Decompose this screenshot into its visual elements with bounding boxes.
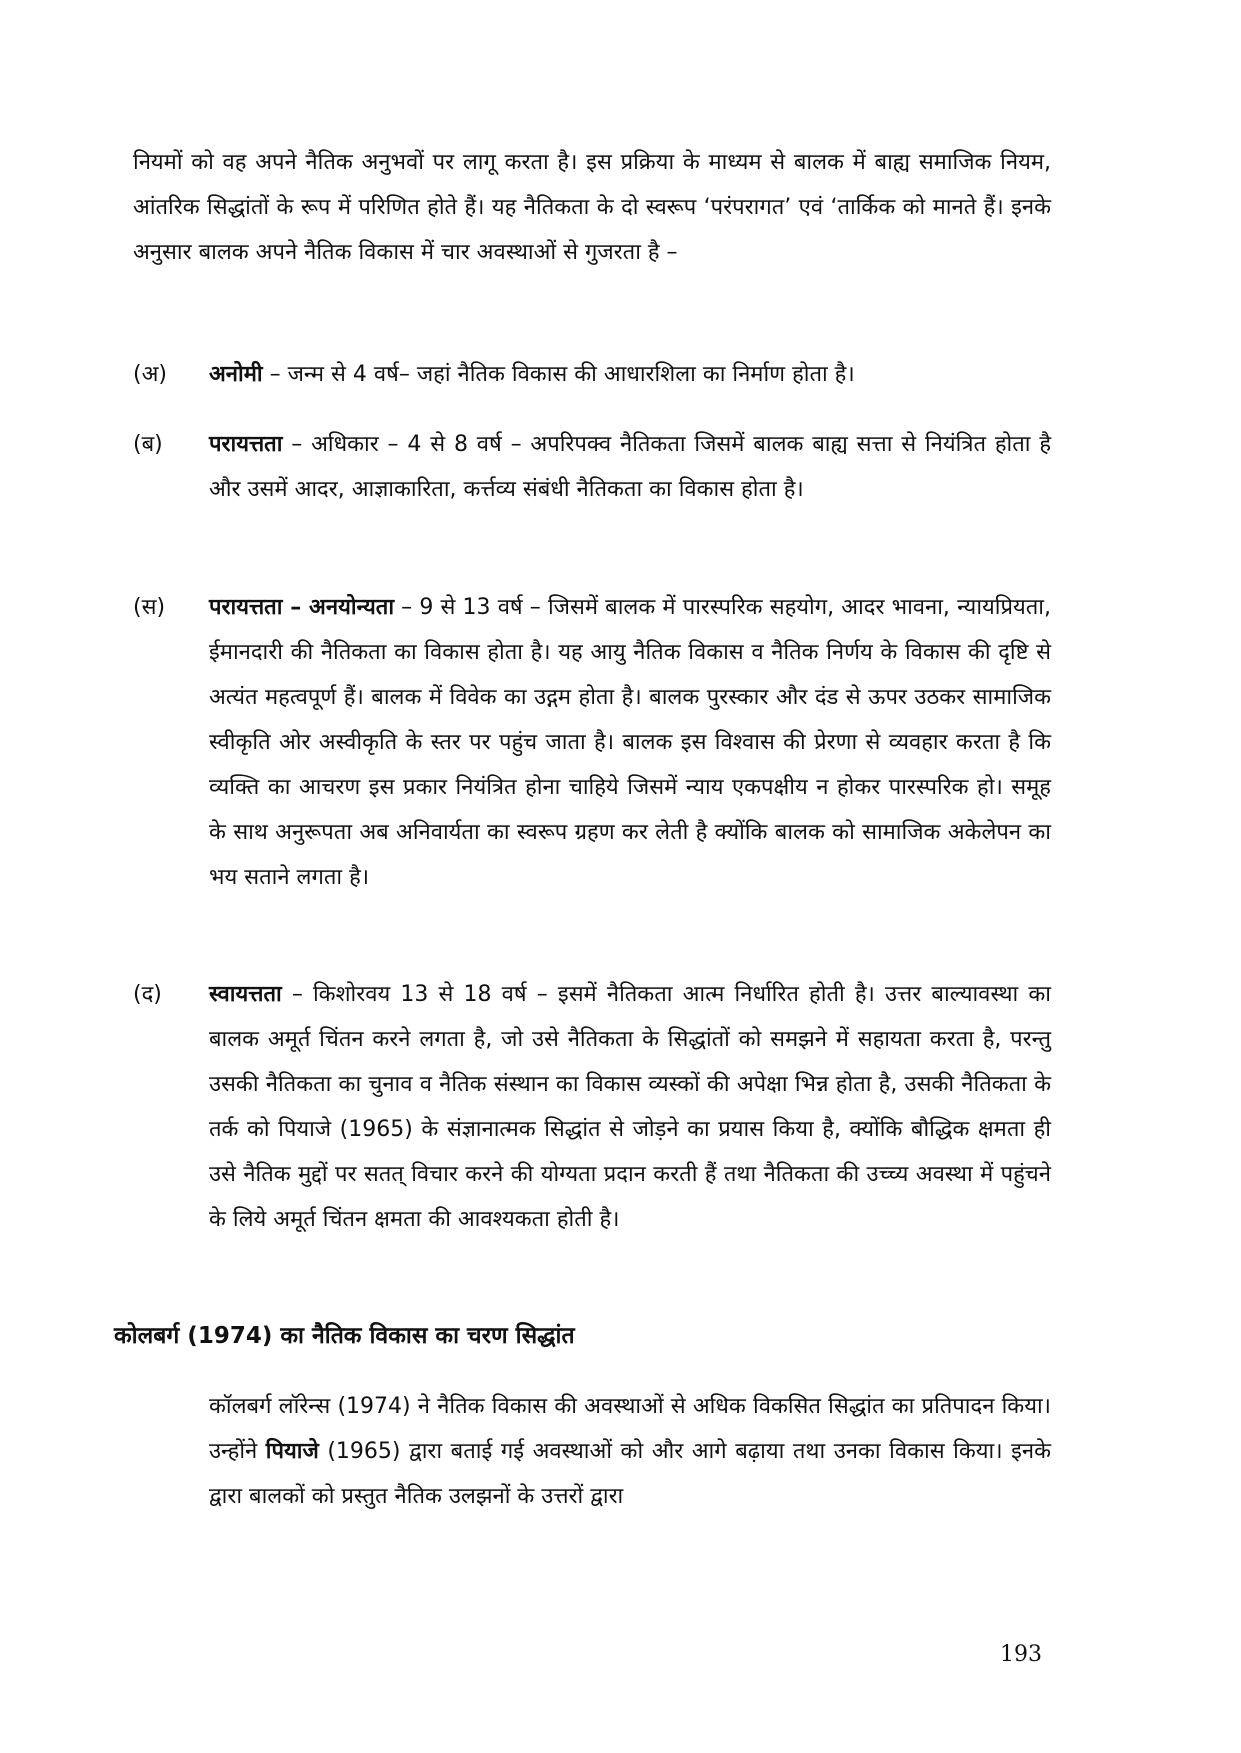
paragraph-bold-term: पियाजे (265, 1439, 319, 1464)
stage-term: स्वायत्तता (209, 982, 282, 1007)
stage-item-a (133, 352, 1051, 397)
intro-paragraph: नियमों को वह अपने नैतिक अनुभवों पर लागू करता है। इस प्रक्रिया के माध्यम से बालक में बाह्य समाजिक नियम, आंतरिक सिद्धांतों के रूप में परिणित होते हैं। यह नैतिकता के दो स्वरूप ‘परंपरागत’ एवं ‘तार्किक को मानते हैं। इनके अनुसार बालक अपने नैतिक विकास में चार अवस्थाओं से गुजरता है – (133, 150, 1051, 265)
paragraph-text: कॉलबर्ग लॉरेन्स (1974) ने नैतिक विकास की अवस्थाओं से अधिक विकसित सिद्धांत का प्रतिपादन किया। उन्होंने (209, 1394, 1051, 1464)
paragraph-text: (1965) द्वारा बताई गई अवस्थाओं को और आगे बढ़ाया तथा उनका विकास किया। इनके द्वारा बालकों को प्रस्तुत नैतिक उलझनों के उत्तरों द्वारा (209, 1439, 1052, 1509)
page-number: 193 (1000, 1642, 1042, 1667)
stage-text: – किशोरवय 13 से 18 वर्ष – इसमें नैतिकता आत्म निर्धारित होती है। उत्तर बाल्यावस्था का बालक अमूर्त चिंतन करने लगता है, जो उसे नैतिकता के सिद्धांतों को समझने में सहायता करता है, परन्तु उसकी नैतिकता का चुनाव व नैतिक संस्थान का विकास व्यस्कों की अपेक्षा भिन्न होता है, उसकी नैतिकता के तर्क को पियाजे (1965) के संज्ञानात्मक सिद्धांत से जोड़ने का प्रयास किया है, क्योंकि बौद्धिक क्षमता ही उसे नैतिक मुद्दों पर सतत् विचार करने की योग्यता प्रदान करती हैं तथा नैतिकता की उच्च्य अवस्था में पहुंचने के लिये अमूर्त चिंतन क्षमता की आवश्यकता होती है। (209, 982, 1051, 1232)
stage-marker: (द) (133, 982, 162, 1007)
stage-description (209, 972, 1051, 1242)
stage-term: परायत्तता – अनयोन्यता (209, 595, 395, 620)
stage-text: – जन्म से 4 वर्ष– जहां नैतिक विकास की आधारशिला का निर्माण होता है। (262, 362, 855, 387)
stage-marker: (अ) (133, 362, 167, 387)
stage-term: अनोमी (209, 362, 263, 387)
stage-item-d (133, 972, 1051, 1242)
stage-item-c (133, 585, 1051, 900)
stage-item-b (133, 422, 1051, 512)
stage-description (209, 352, 1051, 397)
stage-term: परायत्तता (209, 432, 283, 457)
section-heading: कोलबर्ग (1974) का नैतिक विकास का चरण सिद्धांत (114, 1323, 575, 1349)
stage-marker: (ब) (133, 432, 163, 457)
stage-description (209, 422, 1051, 512)
kohlberg-paragraph (209, 1384, 1051, 1519)
stage-marker: (स) (133, 595, 166, 620)
stage-text: – अधिकार – 4 से 8 वर्ष – अपरिपक्व नैतिकता जिसमें बालक बाह्य सत्ता से नियंत्रित होता है और उसमें आदर, आज्ञाकारिता, कर्त्तव्य संबंधी नैतिकता का विकास होता है। (209, 432, 1051, 502)
stage-text: – 9 से 13 वर्ष – जिसमें बालक में पारस्परिक सहयोग, आदर भावना, न्यायप्रियता, ईमानदारी की नैतिकता का विकास होता है। यह आयु नैतिक विकास व नैतिक निर्णय के विकास की दृष्टि से अत्यंत महत्वपूर्ण हैं। बालक में विवेक का उद्गम होता है। बालक पुरस्कार और दंड से ऊपर उठकर सामाजिक स्वीकृति ओर अस्वीकृति के स्तर पर पहुंच जाता है। बालक इस विश्वास की प्रेरणा से व्यवहार करता है कि व्यक्ति का आचरण इस प्रकार नियंत्रित होना चाहिये जिसमें न्याय एकपक्षीय न होकर पारस्परिक हो। समूह के साथ अनुरूपता अब अनिवार्यता का स्वरूप ग्रहण कर लेती है क्योंकि बालक को सामाजिक अकेलेपन का भय सताने लगता है। (209, 595, 1051, 890)
stage-description (209, 585, 1051, 900)
